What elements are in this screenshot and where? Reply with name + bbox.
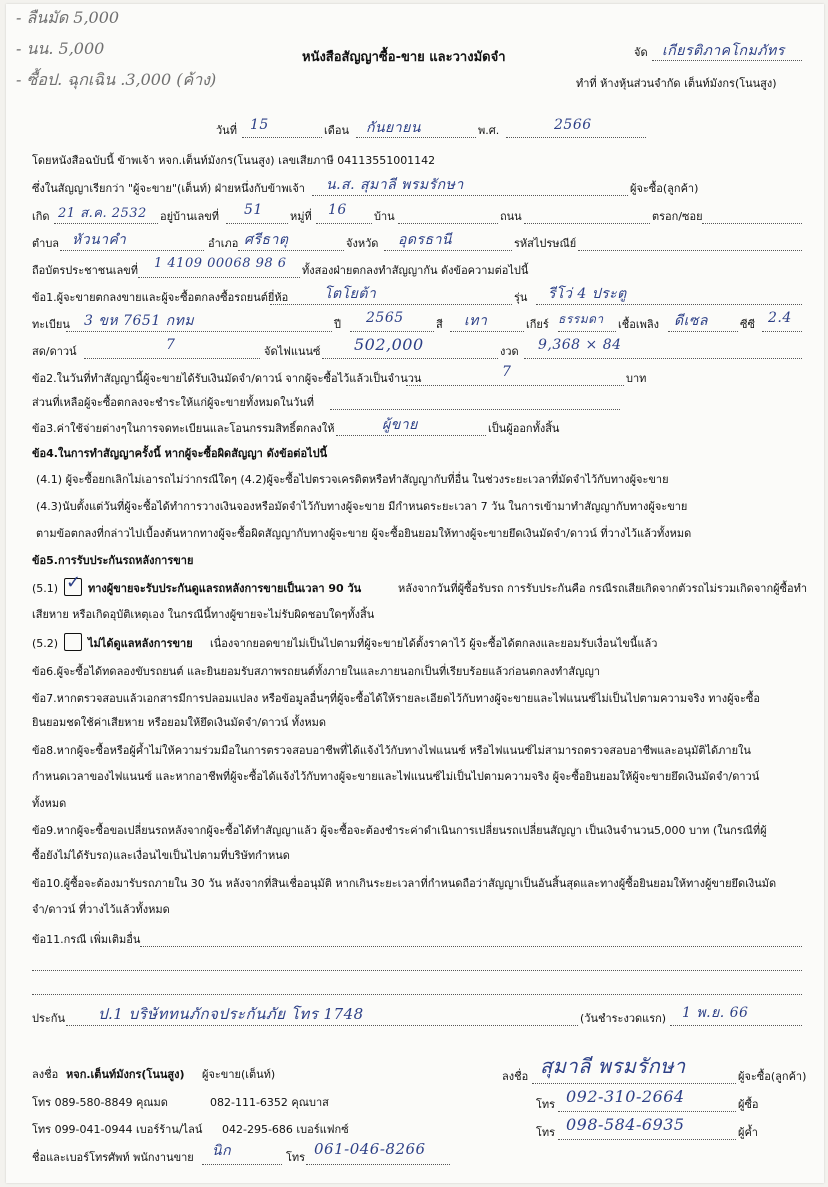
staff-name: นิก <box>212 1143 232 1159</box>
staff-label: ชื่อและเบอร์โทรศัพท์ พนักงานขาย <box>32 1151 194 1164</box>
buyer-prefix: ซึ่งในสัญญาเรียกว่า "ผู้จะขาย"(เต็นท์) ฝ่ายหนึ่งกับข้าพเจ้า <box>32 182 305 195</box>
intro-line: โดยหนังสือฉบับนี้ ข้าพเจ้า หจก.เต็นท์มังกร(โนนสูง) เลขเสียภาษี 04113551001142 <box>32 154 436 167</box>
car-year-value: 2565 <box>366 310 404 326</box>
clause10a: ข้อ10.ผู้ซื้อจะต้องมารับรถภายใน 30 วัน หลังจากที่สินเชื่ออนุมัติ หากเกินระยะเวลาที่กำหนดถือว่าสัญญาเป็นอันสิ้นสุดและทางผู้ซื้อยินยอมให้ทางผู้ขายยึดเงินมัด <box>32 877 777 890</box>
staff-tel: 061-046-8266 <box>314 1140 426 1158</box>
clause5-1-num: (5.1) <box>32 582 59 595</box>
moo-value: 16 <box>328 202 347 218</box>
id-label: ถือบัตรประชาชนเลขที่ <box>32 264 138 277</box>
clause3-suffix: เป็นผู้ออกทั้งสิ้น <box>488 422 560 435</box>
buyer-name: น.ส. สุมาลี พรมรักษา <box>326 177 464 193</box>
clause4-3b: ตามข้อตกลงที่กล่าวไปเบื้องต้นหากทางผู้จะซื้อผิดสัญญากับทางผู้จะขาย ผู้จะซื้อยินยอมให้ทางผู้จะขายยึดเงินมัดจำ/ดาวน์ ที่วางไว้แล้วทั้งหมด <box>36 527 692 540</box>
zip-label: รหัสไปรษณีย์ <box>514 237 577 250</box>
day-label: วันที่ <box>216 124 237 137</box>
prepared-by-label: จัด <box>634 46 648 59</box>
finance-value: 502,000 <box>354 335 424 354</box>
insurance-label: ประกัน <box>32 1012 65 1025</box>
btel2-label: โทร <box>536 1126 556 1139</box>
buyer-signature: สุมาลี พรมรักษา <box>540 1054 686 1078</box>
clause1-label: ข้อ1.ผู้จะขายตกลงขายและผู้จะซื้อตกลงซื้อรถยนต์ยี่ห้อ <box>32 291 289 304</box>
btel1-label: โทร <box>536 1098 556 1111</box>
alley-label: ตรอก/ซอย <box>652 210 703 223</box>
clause4-3a: (4.3)นับตั้งแต่วันที่ผู้จะซื้อได้ทำการวางเงินจองหรือมัดจำไว้กับทางผู้จะขาย มีกำหนดระยะเวลา 7 วัน ในการเข้ามาทำสัญญากับทางผู้จะขาย <box>36 500 688 513</box>
gear-label: เกียร์ <box>526 318 549 331</box>
color-label: สี <box>436 318 443 331</box>
clause4-1: (4.1) ผู้จะซื้อยกเลิกไม่เอารถไม่ว่ากรณีใดๆ (4.2)ผู้จะซื้อไปตรวจเครดิตหรือทำสัญญากับที่อื่น ในช่วงระยะเวลาที่มัดจำไว้กับทางผู้จะขาย <box>36 473 669 486</box>
clause5-2-rest: เนื่องจากยอดขายไม่เป็นไปตามที่ผู้จะขายได้ตั้งราคาไว้ ผู้จะซื้อได้ตกลงและยอมรับเงื่อนไขนี้แล้ว <box>210 637 658 650</box>
clause8c: ทั้งหมด <box>32 797 67 810</box>
id-value: 1 4109 00068 98 6 <box>154 256 287 271</box>
car-year-label: ปี <box>334 318 341 331</box>
month-value: กันยายน <box>366 120 421 136</box>
clause5-1-b: เสียหาย หรือเกิดอุบัติเหตุเอง ในกรณีนี้ทางผู้ขายจะไม่รับผิดชอบใดๆทั้งสิ้น <box>32 608 375 621</box>
tel-2: 082-111-6352 คุณบาส <box>210 1096 329 1109</box>
clause2-label: ข้อ2.ในวันที่ทำสัญญานี้ผู้จะขายได้รับเงินมัดจำ/ดาวน์ จากผู้จะซื้อไว้แล้วเป็นจำนวน <box>32 372 422 385</box>
province-value: อุดรธานี <box>398 232 452 248</box>
month-label: เดือน <box>324 124 350 137</box>
clause7a: ข้อ7.หากตรวจสอบแล้วเอกสารมีการปลอมแปลง หรือข้อมูลอื่นๆที่ผู้จะซื้อได้ให้รายละเอียดไว้กับทางผู้จะขายและไฟแนนซ์ไม่เป็นไปตามความจริง ทางผู้จะซื้อ <box>32 692 760 705</box>
clause9a: ข้อ9.หากผู้จะซื้อขอเปลี่ยนรถหลังจากผู้จะซื้อได้ทำสัญญาแล้ว ผู้จะซื้อจะต้องชำระค่าดำเนินการเปลี่ยนรถเปลี่ยนสัญญา เป็นเงินจำนวน5,000 บาท (ในกรณีที่ผู้ <box>32 824 767 837</box>
no-warranty-checkbox[interactable] <box>64 633 82 651</box>
buyer-sign-label: ลงชื่อ <box>502 1070 529 1083</box>
buyer-suffix: ผู้จะซื้อ(ลูกค้า) <box>630 182 699 195</box>
guarantor-tel: 098-584-6935 <box>566 1115 685 1134</box>
cc-label: ซีซี <box>740 318 755 331</box>
btel2-role: ผู้ค้ำ <box>738 1126 758 1139</box>
finance-label: จัดไฟแนนซ์ <box>264 345 321 358</box>
amphoe-label: อำเภอ <box>208 237 239 250</box>
pencil-note-3: - ซื้อป. ฉุกเฉิน .3,000 (ค้าง) <box>16 70 217 89</box>
down-label: สด/ดาวน์ <box>32 345 77 358</box>
clause5-1-rest: หลังจากวันที่ผู้ซื้อรับรถ การรับประกันคือ กรณีรถเสียเกิดจากตัวรถไม่รวมเกิดจากผู้ซื้อทำ <box>398 582 808 595</box>
clause7b: ยินยอมชดใช้ค่าเสียหาย หรือยอมให้ยึดเงินมัดจำ/ดาวน์ ทั้งหมด <box>32 716 326 729</box>
reg-label: ทะเบียน <box>32 318 70 331</box>
down-value: 7 <box>166 337 176 353</box>
village-label: บ้าน <box>374 210 395 223</box>
clause2-unit: บาท <box>626 372 647 385</box>
day-value: 15 <box>250 117 269 133</box>
tel-4: 042-295-686 เบอร์แฟกซ์ <box>222 1123 349 1136</box>
clause6: ข้อ6.ผู้จะซื้อได้ทดลองขับรถยนต์ และยินยอมรับสภาพรถยนต์ทั้งภายในและภายนอกเป็นที่เรียบร้อยแล้วก่อนตกลงทำสัญญา <box>32 665 601 678</box>
tambon-label: ตำบล <box>32 237 60 250</box>
model-label: รุ่น <box>514 291 528 304</box>
clause3-label: ข้อ3.ค่าใช้จ่ายต่างๆในการจดทะเบียนและโอนกรรมสิทธิ์ตกลงให้ <box>32 422 335 435</box>
staff-tel-label: โทร <box>286 1151 306 1164</box>
id-suffix: ทั้งสองฝ่ายตกลงทำสัญญากัน ดังข้อความต่อไปนี้ <box>302 264 529 277</box>
document-title: หนังสือสัญญาซื้อ-ขาย และวางมัดจำ <box>302 50 506 65</box>
prepared-by-value: เกียรติภาคโกมภัทร <box>662 43 785 59</box>
fuel-value: ดีเซล <box>674 313 708 329</box>
clause3-who: ผู้ขาย <box>382 417 418 433</box>
amphoe-value: ศรีธาตุ <box>244 232 289 248</box>
clause4-head: ข้อ4.ในการทำสัญญาครั้งนี้ หากผู้จะซื้อผิดสัญญา ดังข้อต่อไปนี้ <box>32 447 328 460</box>
color-value: เทา <box>464 313 488 329</box>
seller-name: หจก.เต็นท์มังกร(โนนสูง) <box>66 1068 185 1081</box>
clause5-2-num: (5.2) <box>32 637 59 650</box>
province-label: จังหวัด <box>346 237 379 250</box>
contract-page <box>6 4 824 1183</box>
first-due-label: (วันชำระงวดแรก) <box>580 1012 667 1025</box>
model-value: รีโว่ 4 ประตู <box>548 286 627 302</box>
clause2-amount: 7 <box>502 364 512 380</box>
road-label: ถนน <box>500 210 522 223</box>
clause5-2-bold: ไม่ได้ดูแลหลังการขาย <box>88 637 193 650</box>
buyer-tel: 092-310-2664 <box>566 1087 685 1106</box>
clause8a: ข้อ8.หากผู้จะซื้อหรือผู้ค้ำไม่ให้ความร่วมมือในการตรวจสอบอาชีพที่ได้แจ้งไว้กับทางไฟแนนซ์ หรือไฟแนนซ์ไม่สามารถตรวจสอบอาชีพและอนุมัติได้ภายใน <box>32 744 751 757</box>
place-text: ทำที่ ห้างหุ้นส่วนจำกัด เต็นท์มังกร(โนนสูง) <box>576 77 777 90</box>
moo-label: หมู่ที่ <box>290 210 312 223</box>
clause2-rest: ส่วนที่เหลือผู้จะซื้อตกลงจะชำระให้แก่ผู้จะขายทั้งหมดในวันที่ <box>32 396 315 409</box>
clause11: ข้อ11.กรณี เพิ่มเติมอื่น <box>32 933 141 946</box>
clause5-head: ข้อ5.การรับประกันรถหลังการขาย <box>32 554 194 567</box>
born-value: 21 ส.ค. 2532 <box>58 206 147 221</box>
insurance-value: ป.1 บริษัททนภักจประกันภัย โทร 1748 <box>98 1005 364 1023</box>
tel-3: โทร 099-041-0944 เบอร์ร้าน/ไลน์ <box>32 1123 203 1136</box>
pencil-note-1: - ลืนมัด 5,000 <box>16 8 120 27</box>
install-value: 9,368 × 84 <box>538 337 622 353</box>
year-label: พ.ศ. <box>478 124 500 137</box>
house-label: อยู่บ้านเลขที่ <box>160 210 220 223</box>
clause10b: จำ/ดาวน์ ที่วางไว้แล้วทั้งหมด <box>32 903 170 916</box>
gear-value: ธรรมดา <box>558 312 604 326</box>
check-icon: ✓ <box>66 572 82 593</box>
clause9b: ซื้อยังไม่ได้รับรถ)และเงื่อนไขเป็นไปตามที่บริษัทกำหนด <box>32 849 290 862</box>
seller-role: ผู้จะขาย(เต็นท์) <box>202 1068 276 1081</box>
tambon-value: หัวนาคำ <box>72 232 127 248</box>
born-label: เกิด <box>32 210 50 223</box>
reg-value: 3 ขห 7651 กทม <box>84 313 195 329</box>
pencil-note-2: - นน. 5,000 <box>16 39 105 58</box>
clause8b: กำหนดเวลาของไฟแนนซ์ และหากอาชีพที่ผู้จะซื้อได้แจ้งไว้กับทางผู้จะขายและไฟแนนซ์ไม่เป็นไปตามความจริง ผู้จะซื้อยินยอมให้ผู้จะขายยึดเงินมัดจำ/ดาวน์ <box>32 770 760 783</box>
btel1-role: ผู้ซื้อ <box>738 1098 759 1111</box>
year-value: 2566 <box>554 117 592 133</box>
clause5-1-bold: ทางผู้ขายจะรับประกันดูแลรถหลังการขายเป็นเวลา 90 วัน <box>88 582 362 595</box>
brand-value: โตโยต้า <box>324 286 377 302</box>
seller-sign-label: ลงชื่อ <box>32 1068 59 1081</box>
fuel-label: เชื้อเพลิง <box>618 318 659 331</box>
cc-value: 2.4 <box>768 310 792 326</box>
first-due-value: 1 พ.ย. 66 <box>682 1005 749 1021</box>
buyer-role: ผู้จะซื้อ(ลูกค้า) <box>738 1070 807 1083</box>
tel-1: โทร 089-580-8849 คุณมด <box>32 1096 168 1109</box>
house-value: 51 <box>244 202 263 218</box>
install-label: งวด <box>500 345 519 358</box>
